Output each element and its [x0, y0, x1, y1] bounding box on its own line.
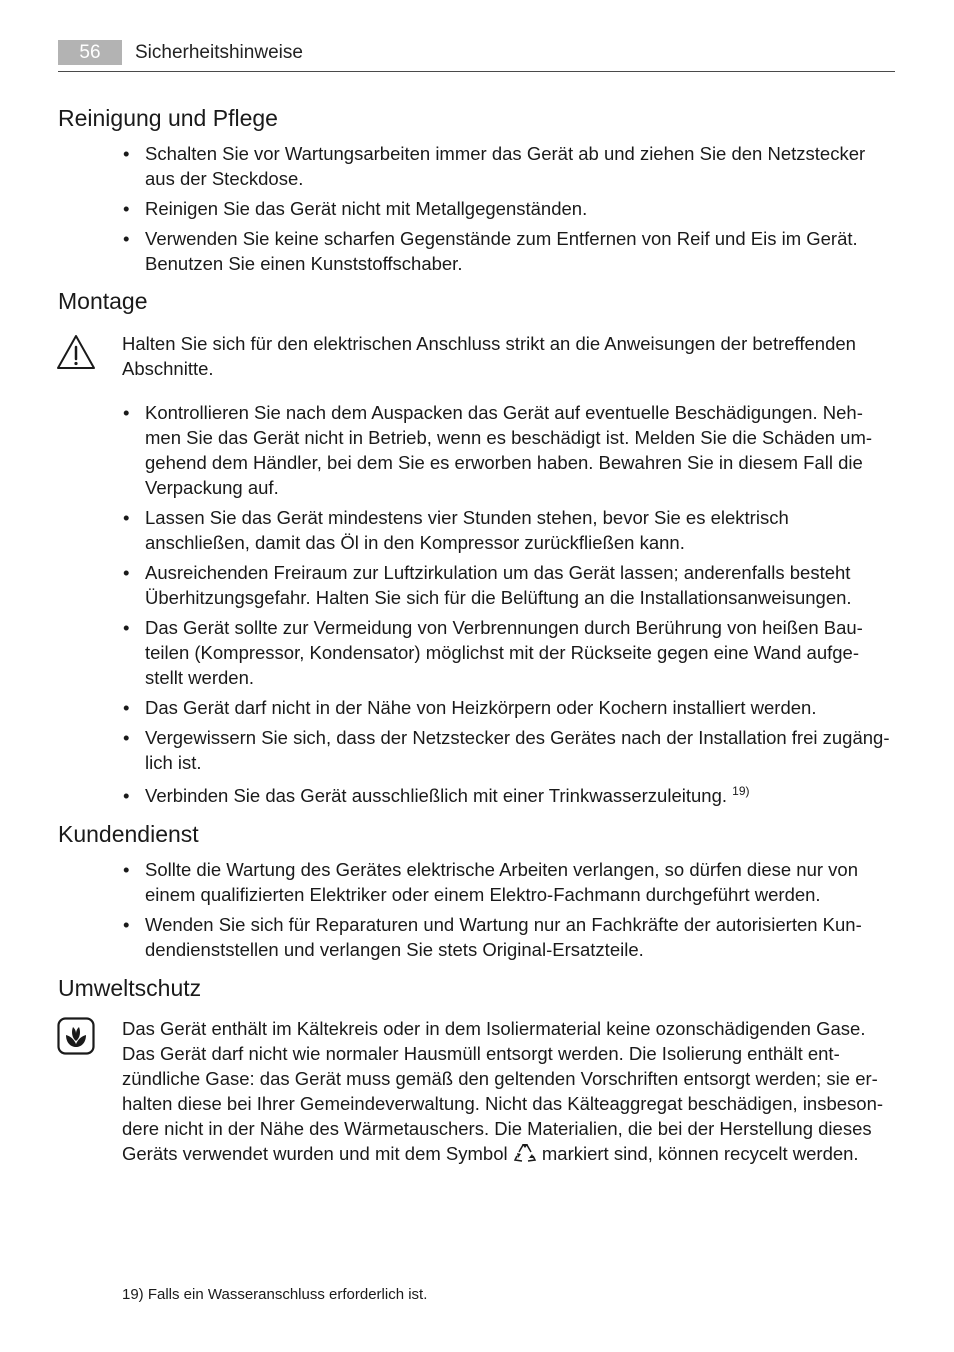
- list-item: • Verwenden Sie keine scharfen Gegenstände zum Entfernen von Reif und Eis im Gerät. Benutzen Sie einen Kunststoffschaber.: [120, 226, 895, 276]
- footnote-ref: 19): [732, 784, 750, 798]
- umweltschutz-text: [122, 1016, 897, 1166]
- list-item: • Das Gerät darf nicht in der Nähe von Heizkörpern oder Kochern installiert werden.: [120, 695, 895, 720]
- umweltschutz-text-main: Das Gerät enthält im Kältekreis oder in dem Isoliermaterial keine ozonschädigenden Gase. Das Gerät darf nicht wie normaler Hausmüll entsorgt werden. Die Isolierung enthält ent-zündliche Gase: das Gerät muss gemäß den geltenden Vorschriften entsorgt werden; sie er-halten diese bei Ihrer Gemeindeverwaltung. Nicht das Kälteaggregat beschädigen, insbeson-dere nicht in der Nähe des Wärmetauschers. Die Materialien, die bei der Herstellung dieses Geräts verwendet wurden und mit dem Symbol: [122, 1018, 884, 1164]
- list-item: • Vergewissern Sie sich, dass der Netzstecker des Gerätes nach der Installation frei zugäng-lich ist.: [120, 725, 895, 775]
- list-item: • Reinigen Sie das Gerät nicht mit Metallgegenständen.: [120, 196, 895, 221]
- list-kundendienst: [120, 857, 895, 967]
- heading-umweltschutz: Umweltschutz: [58, 975, 202, 1001]
- list-item: • Das Gerät sollte zur Vermeidung von Verbrennungen durch Berührung von heißen Bau-teilen (Kompressor, Kondensator) möglichst mit der Rückseite gegen eine Wand aufge-stellt werden.: [120, 615, 895, 690]
- montage-warning-text: Halten Sie sich für den elektrischen Anschluss strikt an die Anweisungen der betreffenden Abschnitte.: [122, 333, 856, 379]
- list-reinigung: [120, 141, 895, 281]
- list-item: • Schalten Sie vor Wartungsarbeiten immer das Gerät ab und ziehen Sie den Netzstecker aus der Steckdose.: [120, 141, 895, 191]
- heading-montage: Montage: [58, 288, 148, 314]
- list-item: • Kontrollieren Sie nach dem Auspacken das Gerät auf eventuelle Beschädigungen. Neh-men Sie das Gerät nicht in Betrieb, wenn es beschädigt ist. Melden Sie die Schäden um-gehend dem Händler, bei dem Sie es erworben haben. Bewahren Sie in diesem Fall die Verpackung auf.: [120, 400, 895, 500]
- list-item: • Ausreichenden Freiraum zur Luftzirkulation um das Gerät lassen; anderenfalls besteht Überhitzungsgefahr. Halten Sie sich für die Belüftung an die Installationsanweisungen.: [120, 560, 895, 610]
- page-header: [58, 40, 895, 72]
- page-number: 56: [58, 40, 122, 65]
- list-item-text: Verbinden Sie das Gerät ausschließlich mit einer Trinkwasserzuleitung.: [145, 785, 728, 806]
- umweltschutz-text-end: markiert sind, können recycelt werden.: [541, 1143, 859, 1164]
- recycle-icon: [513, 1142, 537, 1164]
- heading-kundendienst: Kundendienst: [58, 821, 199, 847]
- list-item: • Wenden Sie sich für Reparaturen und Wartung nur an Fachkräfte der autorisierten Kun-dendienststellen und verlangen Sie stets Original-Ersatzteile.: [120, 912, 895, 962]
- warning-triangle-icon: [56, 334, 96, 370]
- list-item: • Sollte die Wartung des Gerätes elektrische Arbeiten verlangen, so dürfen diese nur von einem qualifizierten Elektriker oder einem Elektro-Fachmann durchgeführt werden.: [120, 857, 895, 907]
- heading-reinigung: Reinigung und Pflege: [58, 105, 278, 131]
- list-montage: [120, 400, 895, 813]
- environment-leaf-icon: [57, 1017, 95, 1055]
- footnote: 19) Falls ein Wasseranschluss erforderlich ist.: [122, 1286, 428, 1303]
- header-section-title: Sicherheitshinweise: [135, 42, 303, 63]
- list-item: [120, 783, 895, 808]
- list-item: • Lassen Sie das Gerät mindestens vier Stunden stehen, bevor Sie es elektrisch anschließen, damit das Öl in den Kompressor zurückfließen kann.: [120, 505, 895, 555]
